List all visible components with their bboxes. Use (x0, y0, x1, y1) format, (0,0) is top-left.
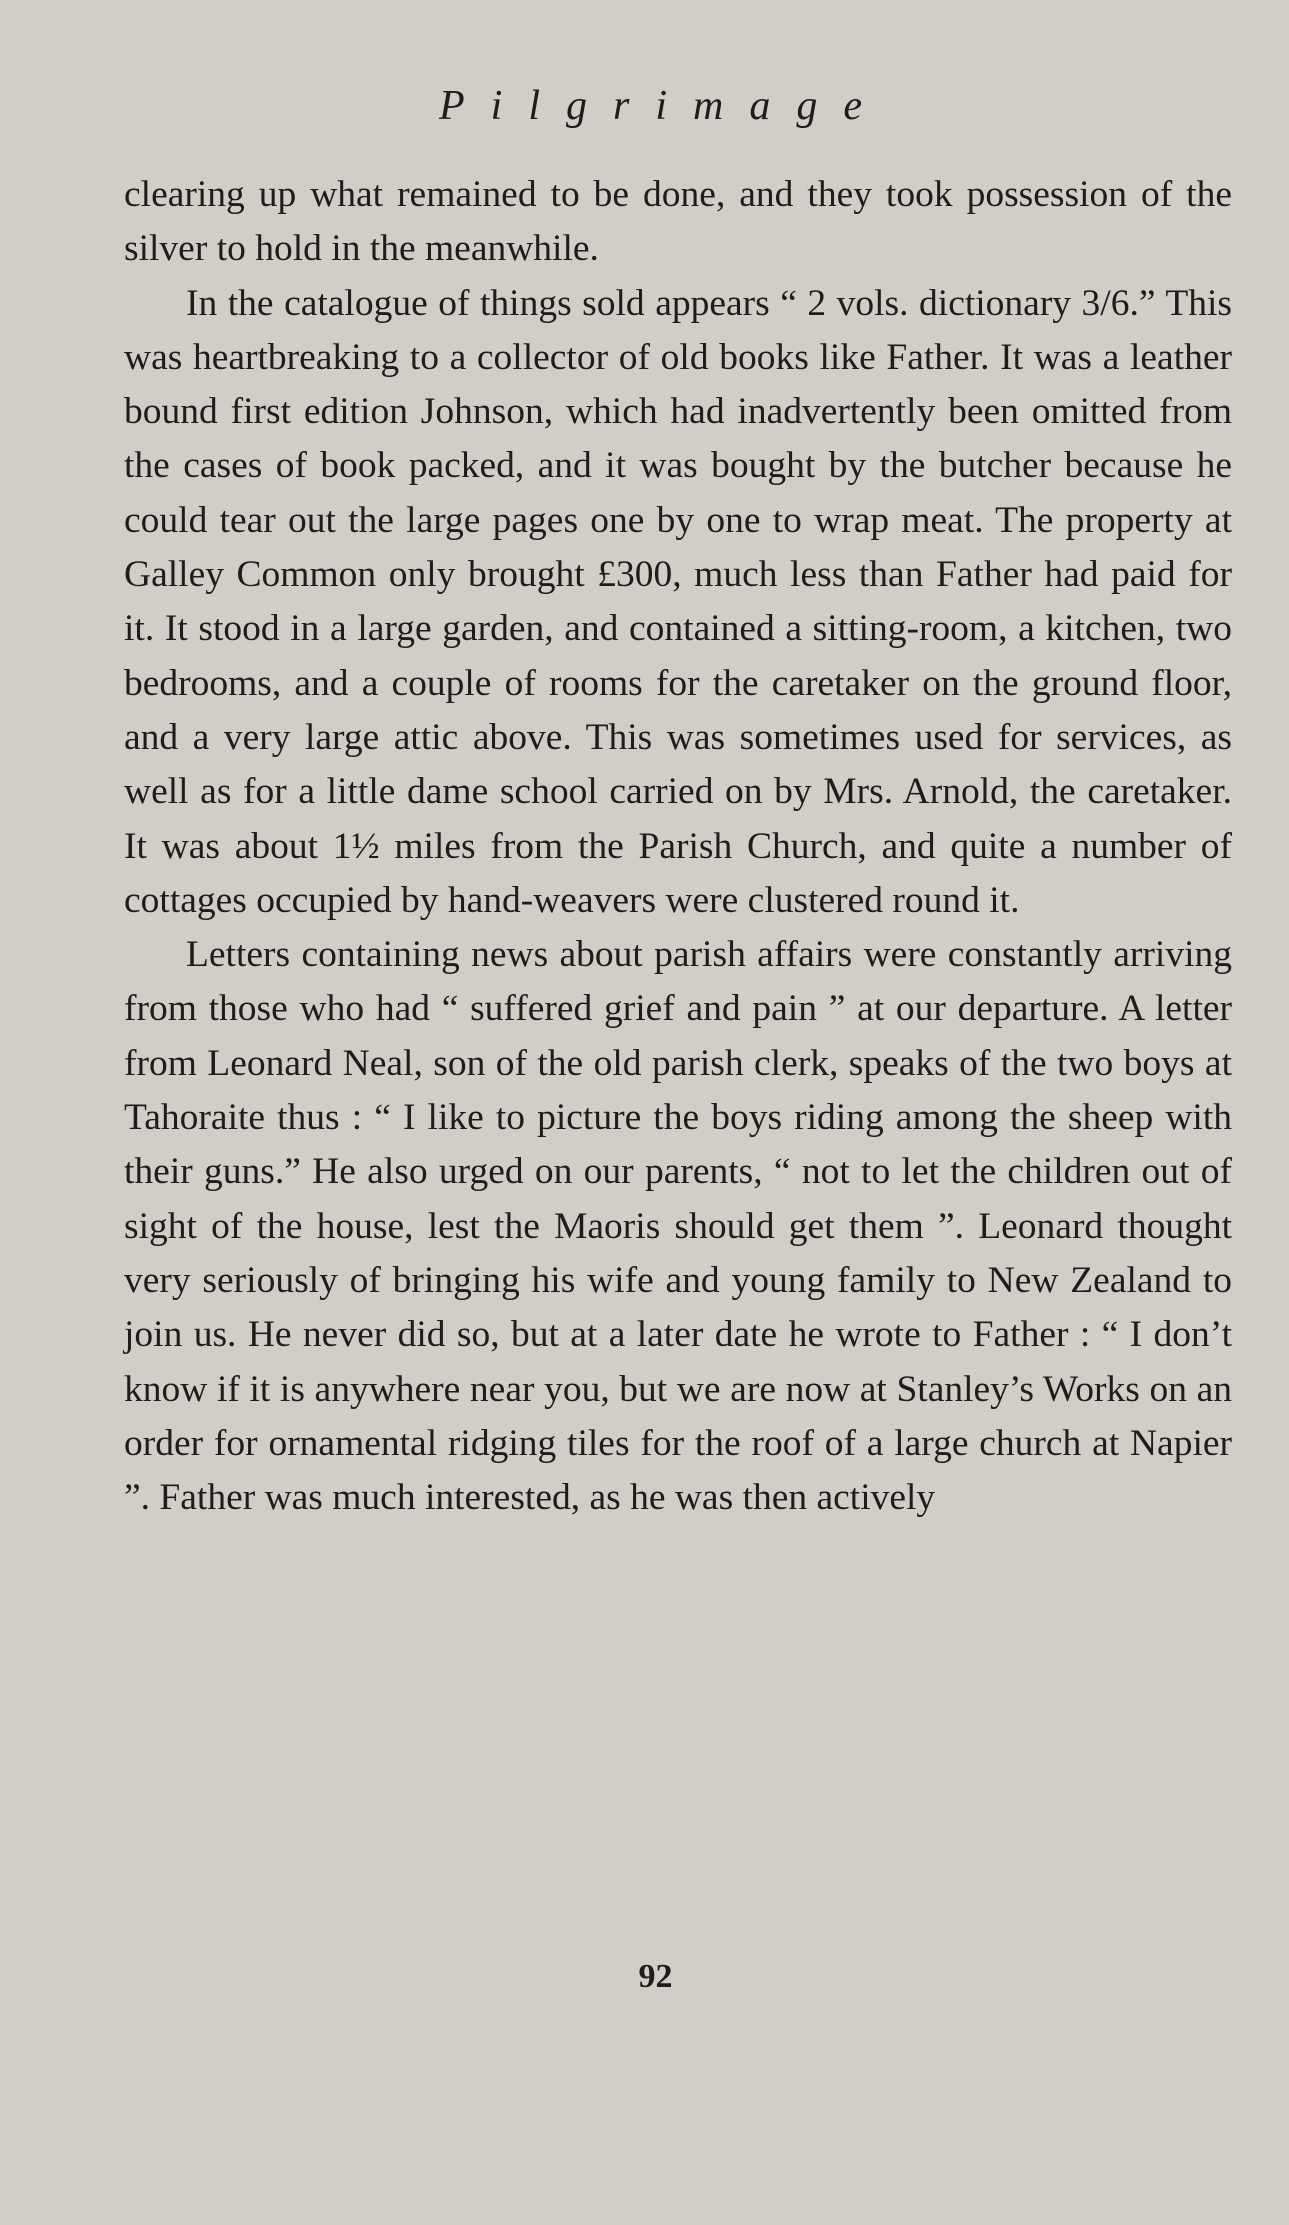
paragraph-catalogue: In the catalogue of things sold appears “ 2 vols. dictionary 3/6.” This was heartbreaking to a collector of old books like Father. It was a leather bound first edition Johnson, which had inadvertently been omitted from the cases of book packed, and it was bought by the butcher because he could tear out the large pages one by one to wrap meat. The property at Galley Common only brought £300, much less than Father had paid for it. It stood in a large garden, and contained a sitting-room, a kitchen, two bedrooms, and a couple of rooms for the caretaker on the ground floor, and a very large attic above. This was sometimes used for services, as well as for a little dame school carried on by Mrs. Arnold, the caretaker. It was about 1½ miles from the Parish Church, and quite a number of cottages occupied by hand-weavers were clustered round it. (124, 282, 1232, 921)
paragraph-letters: Letters containing news about parish affairs were constantly arriving from those who had “ suffered grief and pain ” at our departure. A letter from Leonard Neal, son of the old parish clerk, speaks of the two boys at Tahoraite thus : “ I like to picture the boys riding among the sheep with their guns.” He also urged on our parents, “ not to let the children out of sight of the house, lest the Maoris should get them ”. Leonard thought very seriously of bringing his wife and young family to New Zealand to join us. He never did so, but at a later date he wrote to Father : “ I don’t know if it is anywhere near you, but we are now at Stanley’s Works on an order for ornamental ridging tiles for the roof of a large church at Napier ”. Father was much interested, as he was then actively (124, 934, 1232, 1519)
running-head: Pilgrimage (439, 83, 888, 129)
body-text (124, 168, 1232, 1525)
paragraph-continuation: clearing up what remained to be done, and they took possession of the silver to hold in the meanwhile. (124, 174, 1232, 270)
page-number: 92 (638, 1958, 673, 1995)
